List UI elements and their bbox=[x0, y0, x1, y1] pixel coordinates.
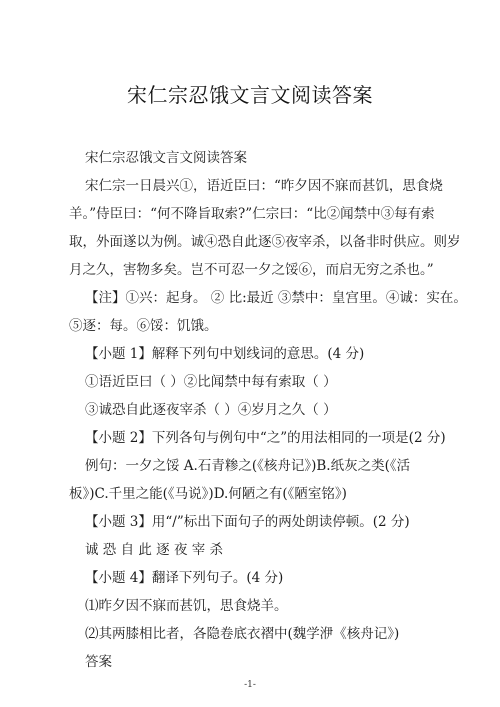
question-1-items-a: ①语近臣曰（ ）②比闻禁中每有索取（ ） bbox=[85, 374, 337, 390]
question-4-sentence-2: ⑵其两膝相比者，各隐卷底衣褶中(魏学洢《核舟记》) bbox=[85, 626, 400, 642]
answer-heading: 答案 bbox=[85, 654, 112, 670]
question-3-sentence: 诚 恐 自 此 逐 夜 宰 杀 bbox=[85, 542, 224, 558]
question-1-heading: 【小题 1】解释下列句中划线词的意思。(4 分) bbox=[85, 346, 365, 362]
document-title: 宋仁宗忍饿文言文阅读答案 bbox=[127, 83, 373, 107]
question-2-heading: 【小题 2】下列各句与例句中“之”的用法相同的一项是(2 分) bbox=[85, 430, 446, 446]
page-number: -1- bbox=[244, 680, 256, 690]
text-line-2: 羊。”侍臣曰：“何不降旨取索?”仁宗曰：“比②闻禁中③每有索 bbox=[69, 206, 435, 222]
text-line-1: 宋仁宗一日晨兴①，语近臣曰：“昨夕因不寐而甚饥，思食烧 bbox=[85, 178, 443, 194]
question-2-options-b: 板》)C.千里之能(《马说》)D.何陋之有(《陋室铭》) bbox=[69, 486, 347, 502]
note-line-2: ⑤逐：每。⑥馁：饥饿。 bbox=[69, 318, 218, 334]
question-3-heading: 【小题 3】用“/”标出下面句子的两处朗读停顿。(2 分) bbox=[85, 514, 410, 530]
text-line-3: 取，外面遂以为例。诚④恐自此逐⑤夜宰杀，以备非时供应。则岁 bbox=[69, 234, 461, 250]
text-line-4: 月之久，害物多矣。岂不可忍一夕之馁⑥，而启无穷之杀也。” bbox=[69, 262, 434, 278]
question-4-heading: 【小题 4】翻译下列句子。(4 分) bbox=[85, 570, 284, 586]
question-1-items-b: ③诚恐自此逐夜宰杀（ ）④岁月之久（ ） bbox=[85, 402, 337, 418]
question-4-sentence-1: ⑴昨夕因不寐而甚饥，思食烧羊。 bbox=[85, 598, 288, 614]
note-line-1: 【注】①兴：起身。 ② 比:最近 ③禁中：皇宫里。④诚：实在。 bbox=[85, 290, 467, 306]
text-line-subtitle: 宋仁宗忍饿文言文阅读答案 bbox=[85, 150, 247, 166]
question-2-options-a: 例句：一夕之馁 A.石青糁之(《核舟记》)B.纸灰之类(《活 bbox=[85, 458, 411, 474]
